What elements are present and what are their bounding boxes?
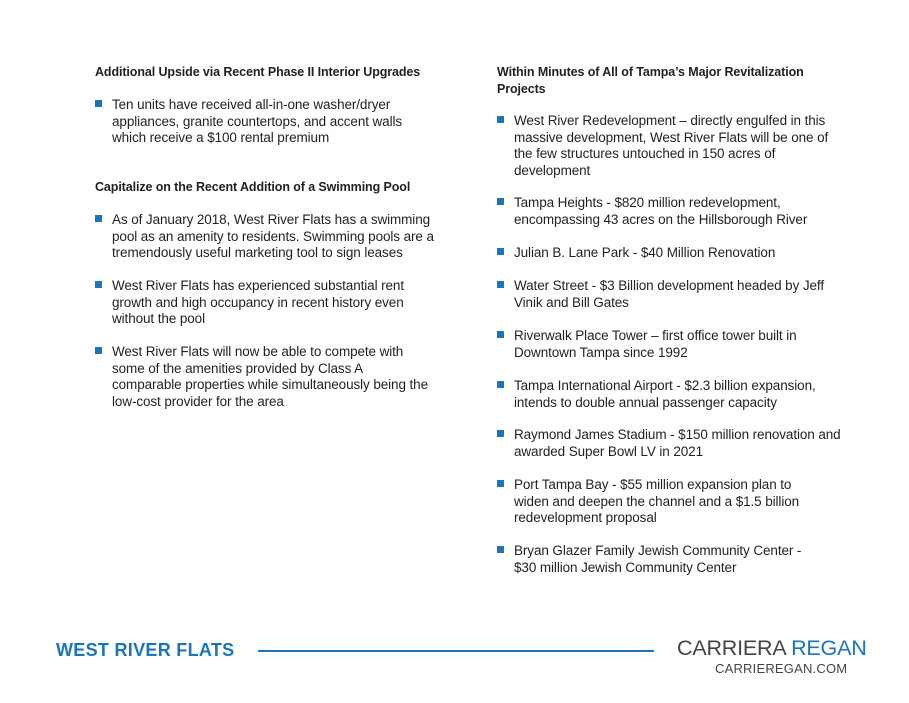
bullet-text: West River Flats will now be able to compete with some of the amenities provided by Class A comparable properties while simultaneously being the low-cost provider for the area <box>112 344 428 410</box>
square-bullet-icon <box>497 116 504 123</box>
footer-property-name: WEST RIVER FLATS <box>56 640 235 660</box>
bullet-class-a-compete <box>95 344 434 411</box>
bullet-glazer-jcc <box>497 543 814 576</box>
bullet-text: West River Flats has experienced substantial rent growth and high occupancy in recent history even without the pool <box>112 278 404 327</box>
heading-swimming-pool: Capitalize on the Recent Addition of a Swimming Pool <box>95 180 411 194</box>
bullet-text: Julian B. Lane Park - $40 Million Renovation <box>514 245 776 260</box>
footer-divider <box>258 650 654 652</box>
square-bullet-icon <box>497 430 504 437</box>
bullet-water-street <box>497 278 824 311</box>
bullet-text: Port Tampa Bay - $55 million expansion plan to widen and deepen the channel and a $1.5 billion redevelopment proposal <box>514 477 800 526</box>
square-bullet-icon <box>95 347 102 354</box>
bullet-raymond-james-stadium <box>497 427 844 460</box>
square-bullet-icon <box>497 381 504 388</box>
square-bullet-icon <box>497 480 504 487</box>
bullet-text: Tampa International Airport - $2.3 billion expansion, intends to double annual passenger capacity <box>514 378 816 410</box>
brand-logo <box>677 636 867 661</box>
brand-name-part-1: CARRIERA <box>677 636 792 660</box>
brand-website: CARRIEREGAN.COM <box>715 661 848 676</box>
bullet-west-river-redevelopment <box>497 113 844 180</box>
square-bullet-icon <box>95 281 102 288</box>
heading-phase-ii-upgrades: Additional Upside via Recent Phase II Interior Upgrades <box>95 65 421 79</box>
bullet-pool-amenity <box>95 212 442 262</box>
bullet-tampa-heights <box>497 195 844 228</box>
bullet-text: Riverwalk Place Tower – first office tower built in Downtown Tampa since 1992 <box>514 328 797 360</box>
bullet-tampa-airport <box>497 378 844 411</box>
heading-revitalization-projects: Within Minutes of All of Tampa’s Major Revitalization Projects <box>497 65 804 96</box>
bullet-text: West River Redevelopment – directly engulfed in this massive development, West River Flats will be one of the few structures untouched in 150 acres of development <box>514 113 829 179</box>
bullet-text: Water Street - $3 Billion development headed by Jeff Vinik and Bill Gates <box>514 278 824 310</box>
square-bullet-icon <box>497 331 504 338</box>
bullet-text: Raymond James Stadium - $150 million renovation and awarded Super Bowl LV in 2021 <box>514 427 841 459</box>
square-bullet-icon <box>95 215 102 222</box>
bullet-port-tampa-bay <box>497 477 824 527</box>
square-bullet-icon <box>95 100 102 107</box>
bullet-text: Bryan Glazer Family Jewish Community Center - $30 million Jewish Community Center <box>514 543 802 575</box>
square-bullet-icon <box>497 281 504 288</box>
bullet-rent-growth <box>95 278 430 328</box>
square-bullet-icon <box>497 248 504 255</box>
square-bullet-icon <box>497 198 504 205</box>
bullet-washer-dryer <box>95 97 437 147</box>
bullet-text: Tampa Heights - $820 million redevelopment, encompassing 43 acres on the Hillsborough River <box>514 195 808 227</box>
bullet-julian-lane-park <box>497 245 844 262</box>
square-bullet-icon <box>497 546 504 553</box>
bullet-text: Ten units have received all-in-one washer/dryer appliances, granite countertops, and accent walls which receive a $100 rental premium <box>112 97 403 146</box>
brand-name-part-2: REGAN <box>791 636 867 660</box>
bullet-riverwalk-place <box>497 328 832 361</box>
bullet-text: As of January 2018, West River Flats has a swimming pool as an amenity to residents. Swimming pools are a tremendously useful marketing tool to sign leases <box>112 212 434 261</box>
